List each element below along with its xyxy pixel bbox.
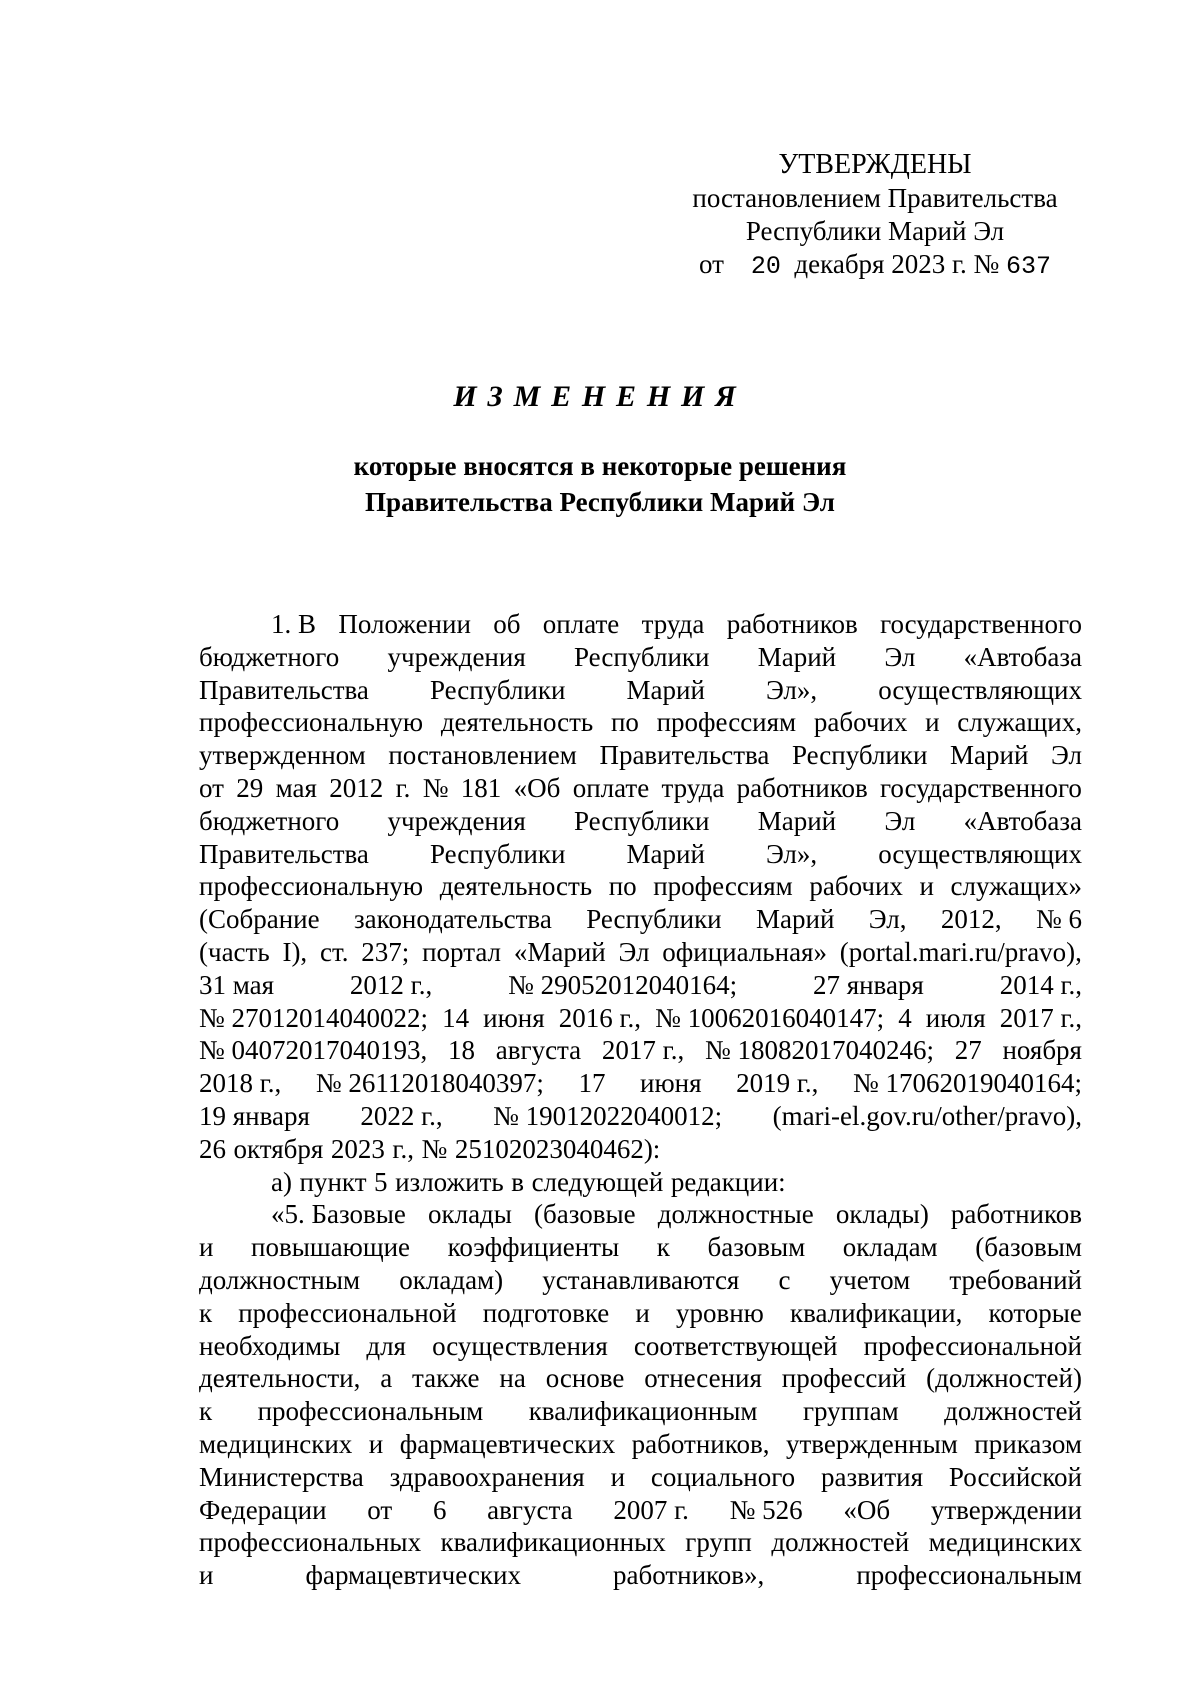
body-word: и <box>199 1560 214 1591</box>
body-word: осуществления <box>432 1330 608 1361</box>
subtitle-line-2: Правительства Республики Марий Эл <box>365 487 835 517</box>
body-line <box>199 706 1082 739</box>
body-word: 25102023040462): <box>454 1133 661 1164</box>
body-word: июля <box>925 1002 986 1033</box>
body-word: 18 <box>448 1035 476 1066</box>
body-word: профессиональным <box>257 1396 484 1427</box>
body-line <box>199 936 1082 969</box>
body-line <box>199 1330 1082 1363</box>
body-word: Марий <box>626 838 705 869</box>
body-word: (portal.mari.ru/pravo), <box>839 936 1082 967</box>
body-word: также <box>412 1363 480 1394</box>
body-line <box>199 805 1082 838</box>
body-word: социального <box>650 1461 796 1492</box>
body-word: 2019 г., <box>736 1068 819 1099</box>
body-word: (часть <box>199 936 270 967</box>
body-word: необходимы <box>199 1330 341 1361</box>
body-word: профессиональной <box>238 1297 457 1328</box>
body-word: работников <box>950 1199 1082 1230</box>
body-word: 2022 г., <box>360 1100 443 1131</box>
body-word: Положении <box>338 609 471 639</box>
body-word: группам <box>802 1396 899 1427</box>
body-word: и <box>919 871 934 902</box>
body-word: № <box>421 1133 448 1164</box>
body-word: «Автобаза <box>963 805 1082 836</box>
body-word: государственного <box>880 609 1082 639</box>
body-word: медицинских <box>928 1527 1082 1558</box>
body-word: 2012 г., <box>349 969 433 1000</box>
body-line <box>199 1002 1082 1035</box>
body-word: 19 января <box>199 1100 310 1131</box>
body-word: Республики <box>574 641 710 672</box>
body-word: профессиональную <box>199 871 424 902</box>
body-word: (mari-el.gov.ru/other/pravo), <box>772 1100 1082 1131</box>
body-word: № 10062016040147; <box>655 1002 885 1033</box>
body-word: утвержденном <box>199 740 366 771</box>
body-word: 27 <box>954 1035 982 1066</box>
body-word: окладам <box>842 1232 938 1263</box>
body-word: и <box>925 707 940 738</box>
body-word: оклады <box>427 1199 512 1230</box>
body-word: Министерства <box>199 1461 364 1492</box>
body-word: (должностей) <box>926 1363 1082 1394</box>
body-word: учреждения <box>387 805 526 836</box>
body-word: оплате <box>542 609 620 639</box>
body-word: ст. <box>319 936 349 967</box>
body-word: 2023 <box>330 1133 385 1164</box>
body-word: основе <box>545 1363 625 1394</box>
body-word: Эл <box>884 641 916 672</box>
body-word: подготовке <box>482 1297 610 1328</box>
body-word: профессий <box>781 1363 907 1394</box>
body-word: базовым <box>707 1232 806 1263</box>
body-word: августа <box>495 1035 582 1066</box>
body-line <box>199 903 1082 936</box>
approval-title: УТВЕРЖДЕНЫ <box>778 149 972 180</box>
body-word: 2007 г. <box>613 1494 689 1525</box>
body-word: повышающие <box>251 1232 411 1263</box>
body-word: «Об <box>513 772 561 803</box>
body-word: Правительства <box>199 838 369 869</box>
body-word: 14 <box>442 1002 470 1033</box>
body-word: утверждении <box>930 1494 1082 1525</box>
body-word: 2018 г., <box>199 1068 282 1099</box>
body-word: 4 <box>898 1002 912 1033</box>
body-word: Федерации <box>199 1494 327 1525</box>
body-word: 2017 г., <box>999 1002 1082 1033</box>
body-word: г. <box>395 772 411 803</box>
body-word: № 6 <box>1035 904 1082 935</box>
body-word: 1. В <box>271 609 317 639</box>
body-word: здравоохранения <box>389 1461 585 1492</box>
body-word: развития <box>821 1461 924 1492</box>
body-word: редакции: <box>670 1166 786 1197</box>
body-word: постановлением <box>388 740 577 771</box>
body-line <box>199 838 1082 871</box>
body-word: 27 января <box>812 969 924 1000</box>
body-word: 2012 <box>329 772 384 803</box>
body-word: Эл <box>884 805 916 836</box>
body-word: июня <box>640 1068 702 1099</box>
body-line <box>199 1395 1082 1428</box>
body-line <box>199 1362 1082 1395</box>
body-word: Республики <box>791 740 928 771</box>
body-word: квалификационных <box>440 1527 666 1558</box>
body-word: оплате <box>572 772 650 803</box>
body-word: № <box>422 772 449 803</box>
approval-line-2: Республики Марий Эл <box>745 216 1005 246</box>
body-word: профессиям <box>656 707 797 738</box>
body-word: (Собрание <box>199 904 320 935</box>
body-word: «Автобаза <box>963 641 1082 672</box>
subtitle-line-1: которые вносятся в некоторые решения <box>353 451 847 481</box>
body-word: бюджетного <box>199 641 340 672</box>
body-word: (базовые <box>534 1199 636 1230</box>
body-word: с <box>778 1264 791 1295</box>
body-word: 5 <box>374 1166 388 1197</box>
body-line <box>199 1526 1082 1559</box>
body-line <box>199 1231 1082 1264</box>
body-word: № 526 <box>729 1494 803 1525</box>
body-word: соответствующей <box>633 1330 838 1361</box>
body-word: 31 мая <box>199 969 275 1000</box>
body-word: 2012, <box>940 904 1002 935</box>
body-word: осуществляющих <box>878 838 1082 869</box>
body-line <box>199 1067 1082 1100</box>
body-word: которые <box>988 1297 1082 1328</box>
body-word: Марий <box>757 641 837 672</box>
body-word: учреждения <box>387 641 526 672</box>
body-word: должностей <box>944 1396 1082 1427</box>
body-line <box>199 969 1082 1002</box>
body-word: работников», <box>612 1560 765 1591</box>
body-word: квалификационным <box>528 1396 758 1427</box>
body-word: работников, <box>631 1428 770 1459</box>
body-word: и <box>635 1297 650 1328</box>
body-word: труда <box>661 772 725 803</box>
body-word: пункт <box>299 1166 367 1197</box>
body-line <box>199 1133 1082 1166</box>
body-word: 29 <box>236 772 264 803</box>
body-word: приказом <box>974 1428 1082 1459</box>
document-title: ИЗМЕНЕНИЯ <box>453 380 747 413</box>
body-word: I), <box>282 936 308 967</box>
date-prefix: от <box>698 249 724 279</box>
date-month-year: декабря 2023 г. № <box>794 249 1000 279</box>
body-word: а) <box>271 1166 292 1197</box>
body-word: для <box>366 1330 406 1361</box>
body-word: от <box>367 1494 393 1525</box>
approval-date-line <box>690 248 1060 283</box>
body-line <box>199 1494 1082 1527</box>
body-word: фармацевтических <box>305 1560 521 1591</box>
body-word: бюджетного <box>199 805 340 836</box>
body-word: Эл <box>618 936 650 967</box>
body-line <box>199 674 1082 707</box>
body-word: «Марий <box>513 936 606 967</box>
body-word: мая <box>275 772 317 803</box>
body-word: Марий <box>756 904 835 935</box>
body-word: фармацевтических <box>399 1428 616 1459</box>
body-word: Марий <box>757 805 837 836</box>
body-line <box>199 1166 1082 1199</box>
body-word: от <box>199 772 224 803</box>
body-line <box>199 1428 1082 1461</box>
body-line <box>199 1100 1082 1133</box>
body-word: Марий <box>626 674 705 705</box>
body-word: а <box>380 1363 393 1394</box>
body-word: рабочих <box>813 707 908 738</box>
document-number: 637 <box>1006 252 1052 281</box>
body-word: должностные <box>657 1199 814 1230</box>
body-word: ноября <box>1002 1035 1082 1066</box>
body-word: и <box>368 1428 384 1459</box>
body-line <box>199 870 1082 903</box>
body-word: № 27012014040022; <box>199 1002 429 1033</box>
body-word: № 17062019040164; <box>852 1068 1082 1099</box>
document-body <box>199 608 1082 1592</box>
body-word: квалификации, <box>789 1297 963 1328</box>
body-word: профессиональных <box>199 1527 422 1558</box>
body-line <box>199 1297 1082 1330</box>
body-word: и <box>199 1232 214 1263</box>
body-word: профессиональным <box>856 1560 1082 1591</box>
body-word: к <box>656 1232 670 1263</box>
body-line <box>199 1264 1082 1297</box>
approval-line-1: постановлением Правительства <box>692 183 1058 213</box>
body-word: Республики <box>574 805 710 836</box>
body-word: № 26112018040397; <box>315 1068 544 1099</box>
body-line <box>199 1461 1082 1494</box>
body-word: Республики <box>586 904 722 935</box>
body-word: на <box>499 1363 526 1394</box>
body-word: об <box>493 609 521 639</box>
body-word: медицинских <box>199 1428 353 1459</box>
body-word: Эл <box>1051 740 1082 771</box>
body-word: к <box>199 1396 213 1427</box>
body-word: (базовым <box>975 1232 1082 1263</box>
approval-stamp-block <box>690 148 1060 283</box>
body-word: отнесения <box>644 1363 762 1394</box>
body-word: и <box>610 1461 626 1492</box>
body-word: следующей <box>531 1166 664 1197</box>
body-word: Правительства <box>199 674 369 705</box>
body-word: рабочих <box>809 871 903 902</box>
body-word: октября <box>233 1133 324 1164</box>
body-word: устанавливаются <box>542 1264 740 1295</box>
body-word: учетом <box>829 1264 911 1295</box>
body-word: осуществляющих <box>878 674 1082 705</box>
body-word: работников <box>736 772 868 803</box>
body-word: в <box>511 1166 525 1197</box>
body-word: деятельность <box>440 707 594 738</box>
body-line <box>199 772 1082 805</box>
body-word: групп <box>685 1527 752 1558</box>
body-word: портал <box>422 936 502 967</box>
body-word: законодательства <box>353 904 552 935</box>
body-word: к <box>199 1297 213 1328</box>
body-word: Республики <box>429 838 566 869</box>
body-word: 181 <box>460 772 502 803</box>
date-day: 20 <box>750 252 781 281</box>
body-word: утвержденным <box>785 1428 958 1459</box>
body-word: Эл, <box>868 904 907 935</box>
body-word: должностным <box>199 1264 361 1295</box>
body-word: Эл», <box>765 674 818 705</box>
body-word: 237; <box>361 936 410 967</box>
body-line <box>199 1559 1082 1592</box>
body-word: изложить <box>395 1166 504 1197</box>
body-line <box>199 608 1082 641</box>
body-word: оклады) <box>835 1199 929 1230</box>
body-word: 6 <box>432 1494 447 1525</box>
body-word: требований <box>949 1264 1082 1295</box>
body-word: служащих» <box>950 871 1082 902</box>
body-word: окладам) <box>399 1264 504 1295</box>
body-word: должностей <box>771 1527 910 1558</box>
body-word: Правительства <box>599 740 770 771</box>
body-word: 2016 г., <box>558 1002 642 1033</box>
body-word: 17 <box>578 1068 606 1099</box>
body-word: № 29052012040164; <box>508 969 738 1000</box>
document-subtitle <box>0 448 1200 520</box>
body-word: Марий <box>950 740 1029 771</box>
body-word: «Об <box>843 1494 891 1525</box>
body-word: июня <box>483 1002 545 1033</box>
body-line <box>199 641 1082 674</box>
body-word: Эл», <box>765 838 818 869</box>
body-word: по <box>610 707 639 738</box>
body-word: 26 <box>199 1133 226 1164</box>
body-word: официальная» <box>662 936 827 967</box>
body-word: деятельность <box>439 871 593 902</box>
body-word: уровню <box>675 1297 764 1328</box>
body-word: служащих, <box>957 707 1082 738</box>
body-word: деятельности, <box>199 1363 361 1394</box>
body-word: «5. Базовые <box>271 1199 406 1230</box>
body-word: № 19012022040012; <box>493 1100 723 1131</box>
body-word: труда <box>641 609 705 639</box>
body-word: по <box>608 871 637 902</box>
body-word: 2017 г., <box>601 1035 685 1066</box>
body-line <box>199 1198 1082 1231</box>
body-word: 2014 г., <box>999 969 1082 1000</box>
body-word: № 18082017040246; <box>704 1035 934 1066</box>
body-word: Республики <box>429 674 566 705</box>
body-word: профессиональную <box>199 707 424 738</box>
body-line <box>199 739 1082 772</box>
body-word: государственного <box>880 772 1082 803</box>
body-word: профессиональной <box>863 1330 1082 1361</box>
body-word: № 04072017040193, <box>199 1035 428 1066</box>
body-word: августа <box>487 1494 573 1525</box>
body-line <box>199 1034 1082 1067</box>
body-word: г., <box>392 1133 414 1164</box>
body-word: коэффициенты <box>447 1232 620 1263</box>
body-word: Российской <box>948 1461 1082 1492</box>
body-word: профессиям <box>653 871 793 902</box>
body-word: работников <box>726 609 858 639</box>
